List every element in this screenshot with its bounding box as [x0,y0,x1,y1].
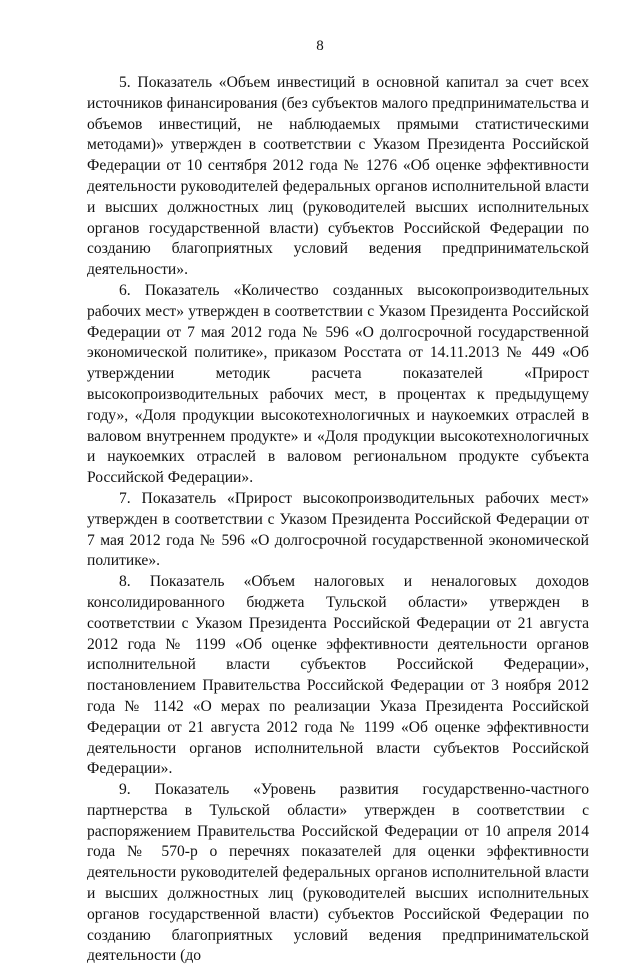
paragraph-item-5: 5. Показатель «Объем инвестиций в основной капитал за счет всех источников финансирования (без субъектов малого предпринимательства и объемов инвестиций, не наблюдаемых прямыми статистическими методами)» утвержден в соответствии с Указом Президента Российской Федерации от 10 сентября 2012 года № 1276 «Об оценке эффективности деятельности руководителей федеральных органов исполнительной власти и высших должностных лиц (руководителей высших исполнительных органов государственной власти) субъектов Российской Федерации по созданию благоприятных условий ведения предпринимательской деятельности». [87,74,589,279]
paragraph-item-7: 7. Показатель «Прирост высокопроизводительных рабочих мест» утвержден в соответствии с Указом Президента Российской Федерации от 7 мая 2012 года № 596 «О долгосрочной государственной экономической политике». [87,489,589,570]
page-number: 8 [316,38,324,54]
paragraph-item-6: 6. Показатель «Количество созданных высокопроизводительных рабочих мест» утвержден в соответствии с Указом Президента Российской Федерации от 7 мая 2012 года № 596 «О долгосрочной государственной экономической политике», приказом Росстата от 14.11.2013 № 449 «Об утверждении методик расчета показателей «Прирост высокопроизводительных рабочих мест, в процентах к предыдущему году», «Доля продукции высокотехнологичных и наукоемких отраслей в валовом внутреннем продукте» и «Доля продукции высокотехнологичных и наукоемких отраслей в валовом региональном продукте субъекта Российской Федерации». [87,281,589,487]
paragraph-item-8: 8. Показатель «Объем налоговых и неналоговых доходов консолидированного бюджета Тульской области» утвержден в соответствии с Указом Президента Российской Федерации от 21 августа 2012 года № 1199 «Об оценке эффективности деятельности органов исполнительной власти субъектов Российской Федерации», постановлением Правительства Российской Федерации от 3 ноября 2012 года № 1142 «О мерах по реализации Указа Президента Российской Федерации от 21 августа 2012 года № 1199 «Об оценке эффективности деятельности органов исполнительной власти субъектов Российской Федерации». [87,573,589,778]
paragraph-item-9: 9. Показатель «Уровень развития государственно-частного партнерства в Тульской области» утвержден в соответствии с распоряжением Правительства Российской Федерации от 10 апреля 2014 года № 570-р о перечнях показателей для оценки эффективности деятельности руководителей федеральных органов исполнительной власти и высших должностных лиц (руководителей высших исполнительных органов государственной власти) субъектов Российской Федерации по созданию благоприятных условий ведения предпринимательской деятельности (до [87,781,589,965]
document-body [87,73,589,967]
